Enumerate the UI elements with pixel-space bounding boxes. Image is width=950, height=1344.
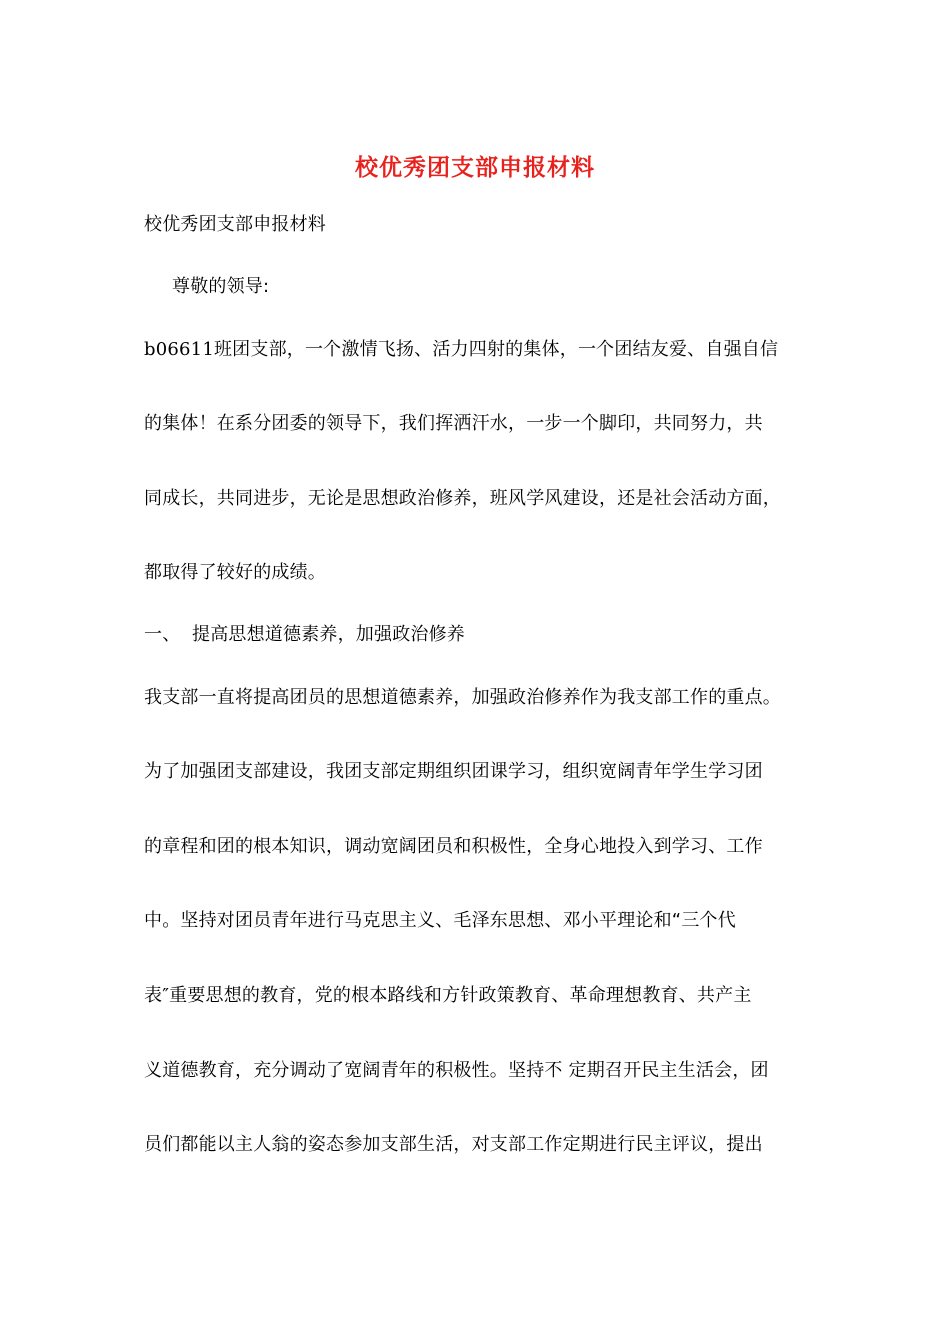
document-title: 校优秀团支部申报材料 [355, 154, 595, 181]
body-paragraph-line: 为了加强团支部建设，我团支部定期组织团课学习，组织宽阔青年学生学习团 [144, 761, 763, 782]
document-subtitle: 校优秀团支部申报材料 [144, 214, 326, 235]
section-heading-text: 提高思想道德素养，加强政治修养 [192, 624, 465, 645]
intro-line-text: 班团支部，一个激情飞扬、活力四射的集体，一个团结友爱、自强自信 [213, 339, 779, 360]
body-paragraph-line: 员们都能以主人翁的姿态参加支部生活，对支部工作定期进行民主评议，提出 [144, 1134, 763, 1155]
body-paragraph-line: 中。坚持对团员青年进行马克思主义、毛泽东思想、邓小平理论和“三个代 [144, 910, 736, 931]
intro-paragraph-line: 的集体！在系分团委的领导下，我们挥洒汗水，一步一个脚印，共同努力，共 [144, 413, 763, 434]
class-code: b06611 [144, 339, 214, 360]
intro-paragraph-line [144, 337, 814, 363]
body-paragraph-line: 我支部一直将提高团员的思想道德素养，加强政治修养作为我支部工作的重点。 [144, 687, 781, 708]
body-paragraph-line: 义道德教育，充分调动了宽阔青年的积极性。坚持不 定期召开民主生活会，团 [144, 1060, 769, 1081]
section-heading [144, 622, 814, 648]
salutation: 尊敬的领导: [172, 276, 270, 297]
section-number: 一、 [144, 624, 181, 645]
body-paragraph-line: 表″重要思想的教育，党的根本路线和方针政策教育、革命理想教育、共产主 [144, 985, 752, 1006]
intro-paragraph-line: 同成长，共同进步，无论是思想政治修养，班风学风建设，还是社会活动方面， [144, 488, 781, 509]
intro-paragraph-line: 都取得了较好的成绩。 [144, 562, 326, 583]
body-paragraph-line: 的章程和团的根本知识，调动宽阔团员和积极性，全身心地投入到学习、工作 [144, 836, 763, 857]
